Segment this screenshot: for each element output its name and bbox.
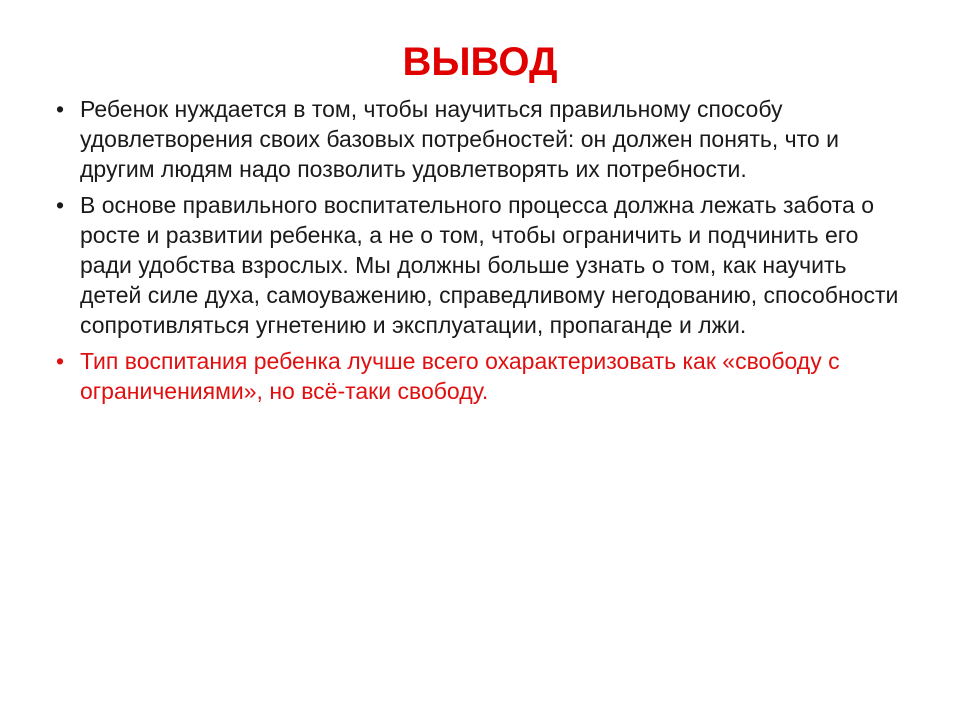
bullet-glyph: • — [56, 192, 65, 218]
bullet-item — [52, 94, 912, 184]
bullet-item-highlighted — [52, 346, 912, 406]
bullet-list — [52, 94, 912, 412]
bullet-glyph: • — [56, 348, 65, 374]
bullet-text: Тип воспитания ребенка лучше всего охарактеризовать как «свободу с ограничениями», но всё-таки свободу. — [80, 348, 840, 404]
bullet-text: В основе правильного воспитательного процесса должна лежать забота о росте и развитии ребенка, а не о том, чтобы ограничить и подчинить его ради удобства взрослых. Мы должны больше узнать о том, как научить детей силе духа, самоуважению, справедливому негодованию, способности сопротивляться угнетению и эксплуатации, пропаганде и лжи. — [80, 192, 899, 338]
slide-title: ВЫВОД — [402, 40, 558, 84]
bullet-text: Ребенок нуждается в том, чтобы научиться правильному способу удовлетворения своих базовых потребностей: он должен понять, что и другим людям надо позволить удовлетворять их потребности. — [80, 96, 839, 182]
bullet-glyph: • — [56, 96, 65, 122]
bullet-item — [52, 190, 912, 340]
